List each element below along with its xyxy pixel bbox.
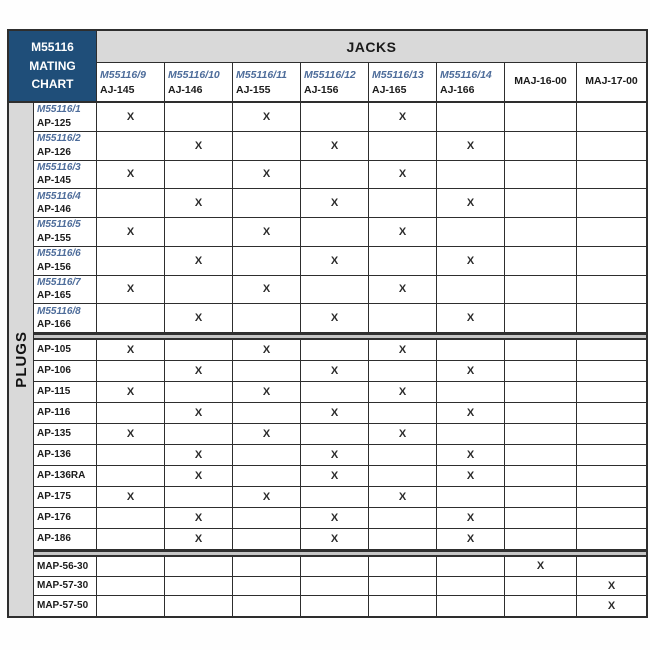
mate-cell-marked: X: [437, 508, 505, 528]
mate-cell-empty: [577, 340, 646, 360]
row-part-number: AP-136: [37, 449, 71, 461]
mate-cell-marked: X: [369, 487, 437, 507]
mate-cell-empty: [505, 382, 577, 402]
mate-cell-empty: [437, 487, 505, 507]
mate-cell-marked: X: [437, 361, 505, 381]
column-header-maj-16-00: [505, 63, 577, 101]
mate-cell-marked: X: [301, 445, 369, 465]
mate-cell-empty: [233, 304, 301, 332]
column-header-aj-156: [301, 63, 369, 101]
mate-cell-empty: [437, 218, 505, 246]
row-part-number: AP-156: [37, 261, 71, 273]
mate-cell-empty: [165, 218, 233, 246]
table-row-ap-176: [34, 508, 646, 529]
mate-cell-marked: X: [369, 382, 437, 402]
mate-cell-marked: X: [607, 600, 616, 613]
mate-cell-empty: [437, 577, 505, 596]
column-mil-spec: M55116/12: [304, 68, 356, 81]
row-part-number: AP-125: [37, 117, 71, 129]
mate-cell-marked: X: [97, 161, 165, 189]
row-label-ap-115: [34, 382, 97, 402]
mate-cell-marked: X: [97, 103, 165, 131]
mate-cell-empty: [369, 445, 437, 465]
table-row-ap-135: [34, 424, 646, 445]
mate-cell-empty: [437, 276, 505, 304]
mate-cell-empty: [577, 403, 646, 423]
mate-cell-marked: X: [437, 403, 505, 423]
column-part-number: AJ-146: [168, 84, 203, 96]
table-header: [9, 31, 646, 103]
mate-cell-empty: [437, 103, 505, 131]
mate-cell-marked: X: [97, 218, 165, 246]
jacks-header: JACKS: [97, 31, 646, 63]
mate-cell-marked: X: [369, 276, 437, 304]
mate-cell-empty: [577, 487, 646, 507]
row-mil-spec: M55116/5: [37, 219, 81, 231]
mate-cell-empty: [577, 466, 646, 486]
mate-cell-empty: [369, 304, 437, 332]
mate-cell-empty: [505, 596, 577, 616]
mate-cell-empty: [165, 577, 233, 596]
mate-cell-empty: [577, 382, 646, 402]
mate-cell-marked: X: [301, 132, 369, 160]
mate-cell-empty: [165, 596, 233, 616]
row-mil-spec: M55116/2: [37, 133, 81, 145]
mate-cell-empty: [369, 529, 437, 549]
row-mil-spec: M55116/3: [37, 161, 81, 173]
column-part-number: AJ-155: [236, 84, 271, 96]
mate-cell-empty: [97, 508, 165, 528]
mate-cell-marked: X: [301, 361, 369, 381]
mate-cell-empty: [577, 529, 646, 549]
table-row-ap-175: [34, 487, 646, 508]
mate-cell-empty: [233, 132, 301, 160]
mate-cell-empty: [505, 403, 577, 423]
mate-cell-empty: [301, 577, 369, 596]
table-row-ap-125: [34, 103, 646, 132]
mate-cell-marked: X: [301, 247, 369, 275]
mate-cell-empty: [577, 247, 646, 275]
row-part-number: AP-186: [37, 533, 71, 545]
row-mil-spec: M55116/1: [37, 104, 81, 116]
mate-cell-empty: [577, 132, 646, 160]
mate-cell-empty: [301, 161, 369, 189]
table-row-map-57-30: [34, 577, 646, 597]
mate-cell-empty: [233, 508, 301, 528]
mate-cell-empty: [577, 189, 646, 217]
mate-cell-marked: X: [437, 466, 505, 486]
column-part-number: MAJ-17-00: [585, 75, 638, 88]
mate-cell-marked: X: [301, 466, 369, 486]
column-header-maj-17-00: [577, 63, 646, 101]
mate-cell-empty: [97, 247, 165, 275]
mate-cell-empty: [165, 103, 233, 131]
mate-cell-marked: X: [369, 218, 437, 246]
row-part-number: AP-126: [37, 146, 71, 158]
mate-cell-marked: X: [97, 276, 165, 304]
row-label-map-57-30: [34, 577, 97, 596]
mate-cell-empty: [97, 466, 165, 486]
table-row-ap-146: [34, 189, 646, 218]
row-part-number: MAP-57-50: [37, 600, 89, 612]
mate-cell-empty: [233, 403, 301, 423]
column-header-aj-155: [233, 63, 301, 101]
mate-cell-marked: X: [437, 529, 505, 549]
mate-cell-marked: X: [165, 508, 233, 528]
mate-cell-empty: [301, 218, 369, 246]
row-part-number: AP-135: [37, 428, 71, 440]
mate-cell-empty: [577, 103, 646, 131]
mate-cell-empty: [97, 445, 165, 465]
mate-cell-empty: [577, 304, 646, 332]
mate-cell-marked: X: [165, 189, 233, 217]
mate-cell-marked: X: [301, 189, 369, 217]
mate-cell-empty: [165, 424, 233, 444]
mate-cell-marked: X: [165, 361, 233, 381]
mate-cell-empty: [505, 577, 577, 596]
row-mil-spec: M55116/8: [37, 305, 81, 317]
mate-cell-marked: X: [437, 304, 505, 332]
mate-cell-empty: [577, 508, 646, 528]
mate-cell-marked: X: [233, 487, 301, 507]
row-mil-spec: M55116/4: [37, 190, 81, 202]
mate-cell-empty: [505, 508, 577, 528]
column-part-number: AJ-165: [372, 84, 407, 96]
group-separator: [34, 550, 646, 557]
row-part-number: AP-166: [37, 319, 71, 331]
mate-cell-empty: [97, 304, 165, 332]
mate-cell-empty: [369, 577, 437, 596]
mate-cell-empty: [505, 132, 577, 160]
row-label-ap-175: [34, 487, 97, 507]
mate-cell-marked: X: [437, 247, 505, 275]
mate-cell-empty: [369, 132, 437, 160]
mate-cell-empty: [233, 361, 301, 381]
table-row-ap-115: [34, 382, 646, 403]
mate-cell-empty: [577, 361, 646, 381]
table-row-ap-165: [34, 276, 646, 305]
mate-cell-empty: [369, 361, 437, 381]
mate-cell-empty: [505, 189, 577, 217]
table-row-ap-105: [34, 340, 646, 361]
mate-cell-empty: [97, 557, 165, 576]
column-headers: [97, 63, 646, 101]
mate-cell-marked: X: [301, 529, 369, 549]
row-part-number: MAP-56-30: [37, 560, 89, 572]
row-label-ap-156: [34, 247, 97, 275]
mate-cell-empty: [505, 487, 577, 507]
mate-cell-marked: X: [233, 161, 301, 189]
row-part-number: AP-136RA: [37, 470, 86, 482]
mate-cell-marked: X: [233, 218, 301, 246]
mate-cell-empty: [577, 276, 646, 304]
mate-cell-empty: [97, 596, 165, 616]
table-row-ap-166: [34, 304, 646, 333]
mate-cell-empty: [165, 557, 233, 576]
mate-cell-empty: [505, 361, 577, 381]
column-mil-spec: M55116/13: [372, 68, 424, 81]
mate-cell-empty: [165, 276, 233, 304]
row-part-number: AP-175: [37, 491, 71, 503]
column-header-aj-166: [437, 63, 505, 101]
mate-cell-empty: [97, 529, 165, 549]
mate-cell-empty: [505, 218, 577, 246]
mate-cell-empty: [437, 424, 505, 444]
mate-cell-marked: X: [437, 445, 505, 465]
row-label-ap-186: [34, 529, 97, 549]
mate-cell-empty: [233, 445, 301, 465]
mate-cell-marked: X: [301, 403, 369, 423]
mate-cell-empty: [505, 161, 577, 189]
mate-cell-empty: [301, 557, 369, 576]
row-label-ap-146: [34, 189, 97, 217]
table-row-ap-106: [34, 361, 646, 382]
chart-title: [9, 31, 97, 101]
row-part-number: AP-145: [37, 175, 71, 187]
mate-cell-marked: X: [607, 580, 616, 593]
mate-cell-marked: X: [369, 103, 437, 131]
mate-cell-marked: X: [233, 340, 301, 360]
mate-cell-marked: X: [165, 529, 233, 549]
row-part-number: AP-165: [37, 290, 71, 302]
mate-cell-empty: [233, 557, 301, 576]
mate-cell-empty: [437, 596, 505, 616]
row-label-map-56-30: [34, 557, 97, 576]
row-label-ap-105: [34, 340, 97, 360]
table-row-map-56-30: [34, 557, 646, 577]
mate-cell-empty: [369, 403, 437, 423]
column-part-number: AJ-166: [440, 84, 475, 96]
column-mil-spec: M55116/10: [168, 68, 220, 81]
chart-title-line1: M55116: [31, 40, 74, 55]
mate-cell-empty: [301, 487, 369, 507]
mate-cell-empty: [233, 529, 301, 549]
column-mil-spec: M55116/9: [100, 68, 146, 81]
mate-cell-empty: [233, 247, 301, 275]
mate-cell-empty: [577, 218, 646, 246]
mate-cell-empty: [577, 557, 646, 576]
row-label-ap-106: [34, 361, 97, 381]
row-label-ap-116: [34, 403, 97, 423]
row-label-ap-155: [34, 218, 97, 246]
mate-cell-empty: [165, 382, 233, 402]
mate-cell-empty: [165, 161, 233, 189]
row-part-number: AP-115: [37, 386, 71, 398]
mate-cell-empty: [301, 382, 369, 402]
mate-cell-marked: X: [233, 424, 301, 444]
column-part-number: AJ-145: [100, 84, 135, 96]
mate-cell-empty: [165, 487, 233, 507]
table-row-ap-126: [34, 132, 646, 161]
mate-cell-empty: [577, 445, 646, 465]
mate-cell-empty: [437, 161, 505, 189]
table-row-ap-155: [34, 218, 646, 247]
mate-cell-empty: [505, 103, 577, 131]
mate-cell-marked: X: [165, 304, 233, 332]
row-label-map-57-50: [34, 596, 97, 616]
table-body: [9, 103, 646, 616]
mate-cell-empty: [97, 361, 165, 381]
mate-cell-empty: [301, 276, 369, 304]
row-label-ap-136: [34, 445, 97, 465]
mate-cell-empty: [233, 189, 301, 217]
mate-cell-empty: [301, 103, 369, 131]
mate-cell-empty: [97, 132, 165, 160]
mate-cell-marked: X: [165, 445, 233, 465]
table-row-ap-156: [34, 247, 646, 276]
mate-cell-marked: X: [369, 424, 437, 444]
mate-cell-empty: [301, 424, 369, 444]
mate-cell-empty: [369, 189, 437, 217]
mate-cell-empty: [369, 247, 437, 275]
mate-cell-marked: X: [233, 276, 301, 304]
mate-cell-empty: [505, 529, 577, 549]
mate-cell-marked: X: [437, 189, 505, 217]
mate-cell-empty: [505, 276, 577, 304]
table-row-ap-186: [34, 529, 646, 550]
plugs-header-label: PLUGS: [12, 331, 30, 388]
table-rows: [34, 103, 646, 616]
column-header-aj-146: [165, 63, 233, 101]
mate-cell-empty: [577, 161, 646, 189]
mate-cell-empty: [369, 557, 437, 576]
mate-cell-empty: [369, 466, 437, 486]
mate-cell-empty: [301, 340, 369, 360]
column-header-aj-145: [97, 63, 165, 101]
mate-cell-marked: X: [165, 403, 233, 423]
column-mil-spec: M55116/14: [440, 68, 492, 81]
mate-cell-empty: [97, 189, 165, 217]
mate-cell-empty: [369, 508, 437, 528]
mate-cell-marked: X: [97, 424, 165, 444]
row-part-number: AP-155: [37, 232, 71, 244]
mate-cell-empty: [505, 445, 577, 465]
chart-title-line2: MATING CHART: [29, 58, 76, 92]
row-part-number: AP-105: [37, 344, 71, 356]
column-header-aj-165: [369, 63, 437, 101]
row-label-ap-135: [34, 424, 97, 444]
mate-cell-marked: X: [165, 132, 233, 160]
plugs-header: [9, 103, 34, 616]
mate-cell-empty: [437, 382, 505, 402]
mate-cell-marked: X: [233, 382, 301, 402]
mate-cell-empty: [505, 304, 577, 332]
row-part-number: MAP-57-30: [37, 580, 89, 592]
row-label-ap-145: [34, 161, 97, 189]
row-part-number: AP-106: [37, 365, 71, 377]
mate-cell-empty: [165, 340, 233, 360]
mate-cell-marked: X: [369, 161, 437, 189]
row-part-number: AP-176: [37, 512, 71, 524]
column-mil-spec: M55116/11: [236, 68, 287, 81]
mate-cell-empty: [505, 424, 577, 444]
mate-cell-empty: [233, 596, 301, 616]
column-part-number: AJ-156: [304, 84, 339, 96]
table-row-map-57-50: [34, 596, 646, 616]
mate-cell-empty: [233, 466, 301, 486]
row-label-ap-126: [34, 132, 97, 160]
table-row-ap-136: [34, 445, 646, 466]
mate-cell-marked: X: [437, 132, 505, 160]
mate-cell-empty: [505, 247, 577, 275]
mate-cell-marked: X: [97, 340, 165, 360]
row-mil-spec: M55116/6: [37, 248, 81, 260]
row-part-number: AP-146: [37, 204, 71, 216]
mate-cell-marked: X: [165, 466, 233, 486]
mate-cell-empty: [505, 340, 577, 360]
mate-cell-marked: X: [301, 304, 369, 332]
column-part-number: MAJ-16-00: [514, 75, 567, 88]
mate-cell-marked: X: [369, 340, 437, 360]
row-mil-spec: M55116/7: [37, 276, 81, 288]
header-right: [97, 31, 646, 101]
mate-cell-marked: X: [165, 247, 233, 275]
table-row-ap-116: [34, 403, 646, 424]
mate-cell-marked: X: [505, 557, 577, 576]
mate-cell-marked: X: [97, 487, 165, 507]
mate-cell-empty: [97, 403, 165, 423]
group-separator: [34, 333, 646, 340]
table-row-ap-145: [34, 161, 646, 190]
mate-cell-empty: [233, 577, 301, 596]
row-label-ap-125: [34, 103, 97, 131]
mate-cell-empty: [577, 424, 646, 444]
mate-cell-empty: [505, 466, 577, 486]
table-row-ap-136ra: [34, 466, 646, 487]
mate-cell-marked: X: [233, 103, 301, 131]
row-label-ap-176: [34, 508, 97, 528]
mate-cell-empty: [369, 596, 437, 616]
mate-cell-empty: [301, 596, 369, 616]
row-label-ap-136ra: [34, 466, 97, 486]
row-label-ap-166: [34, 304, 97, 332]
mate-cell-marked: X: [97, 382, 165, 402]
mate-cell-empty: [97, 577, 165, 596]
row-label-ap-165: [34, 276, 97, 304]
mate-cell-empty: [437, 557, 505, 576]
mate-cell-empty: [437, 340, 505, 360]
mating-chart-table: [7, 29, 648, 618]
row-part-number: AP-116: [37, 407, 71, 419]
mate-cell-marked: X: [301, 508, 369, 528]
